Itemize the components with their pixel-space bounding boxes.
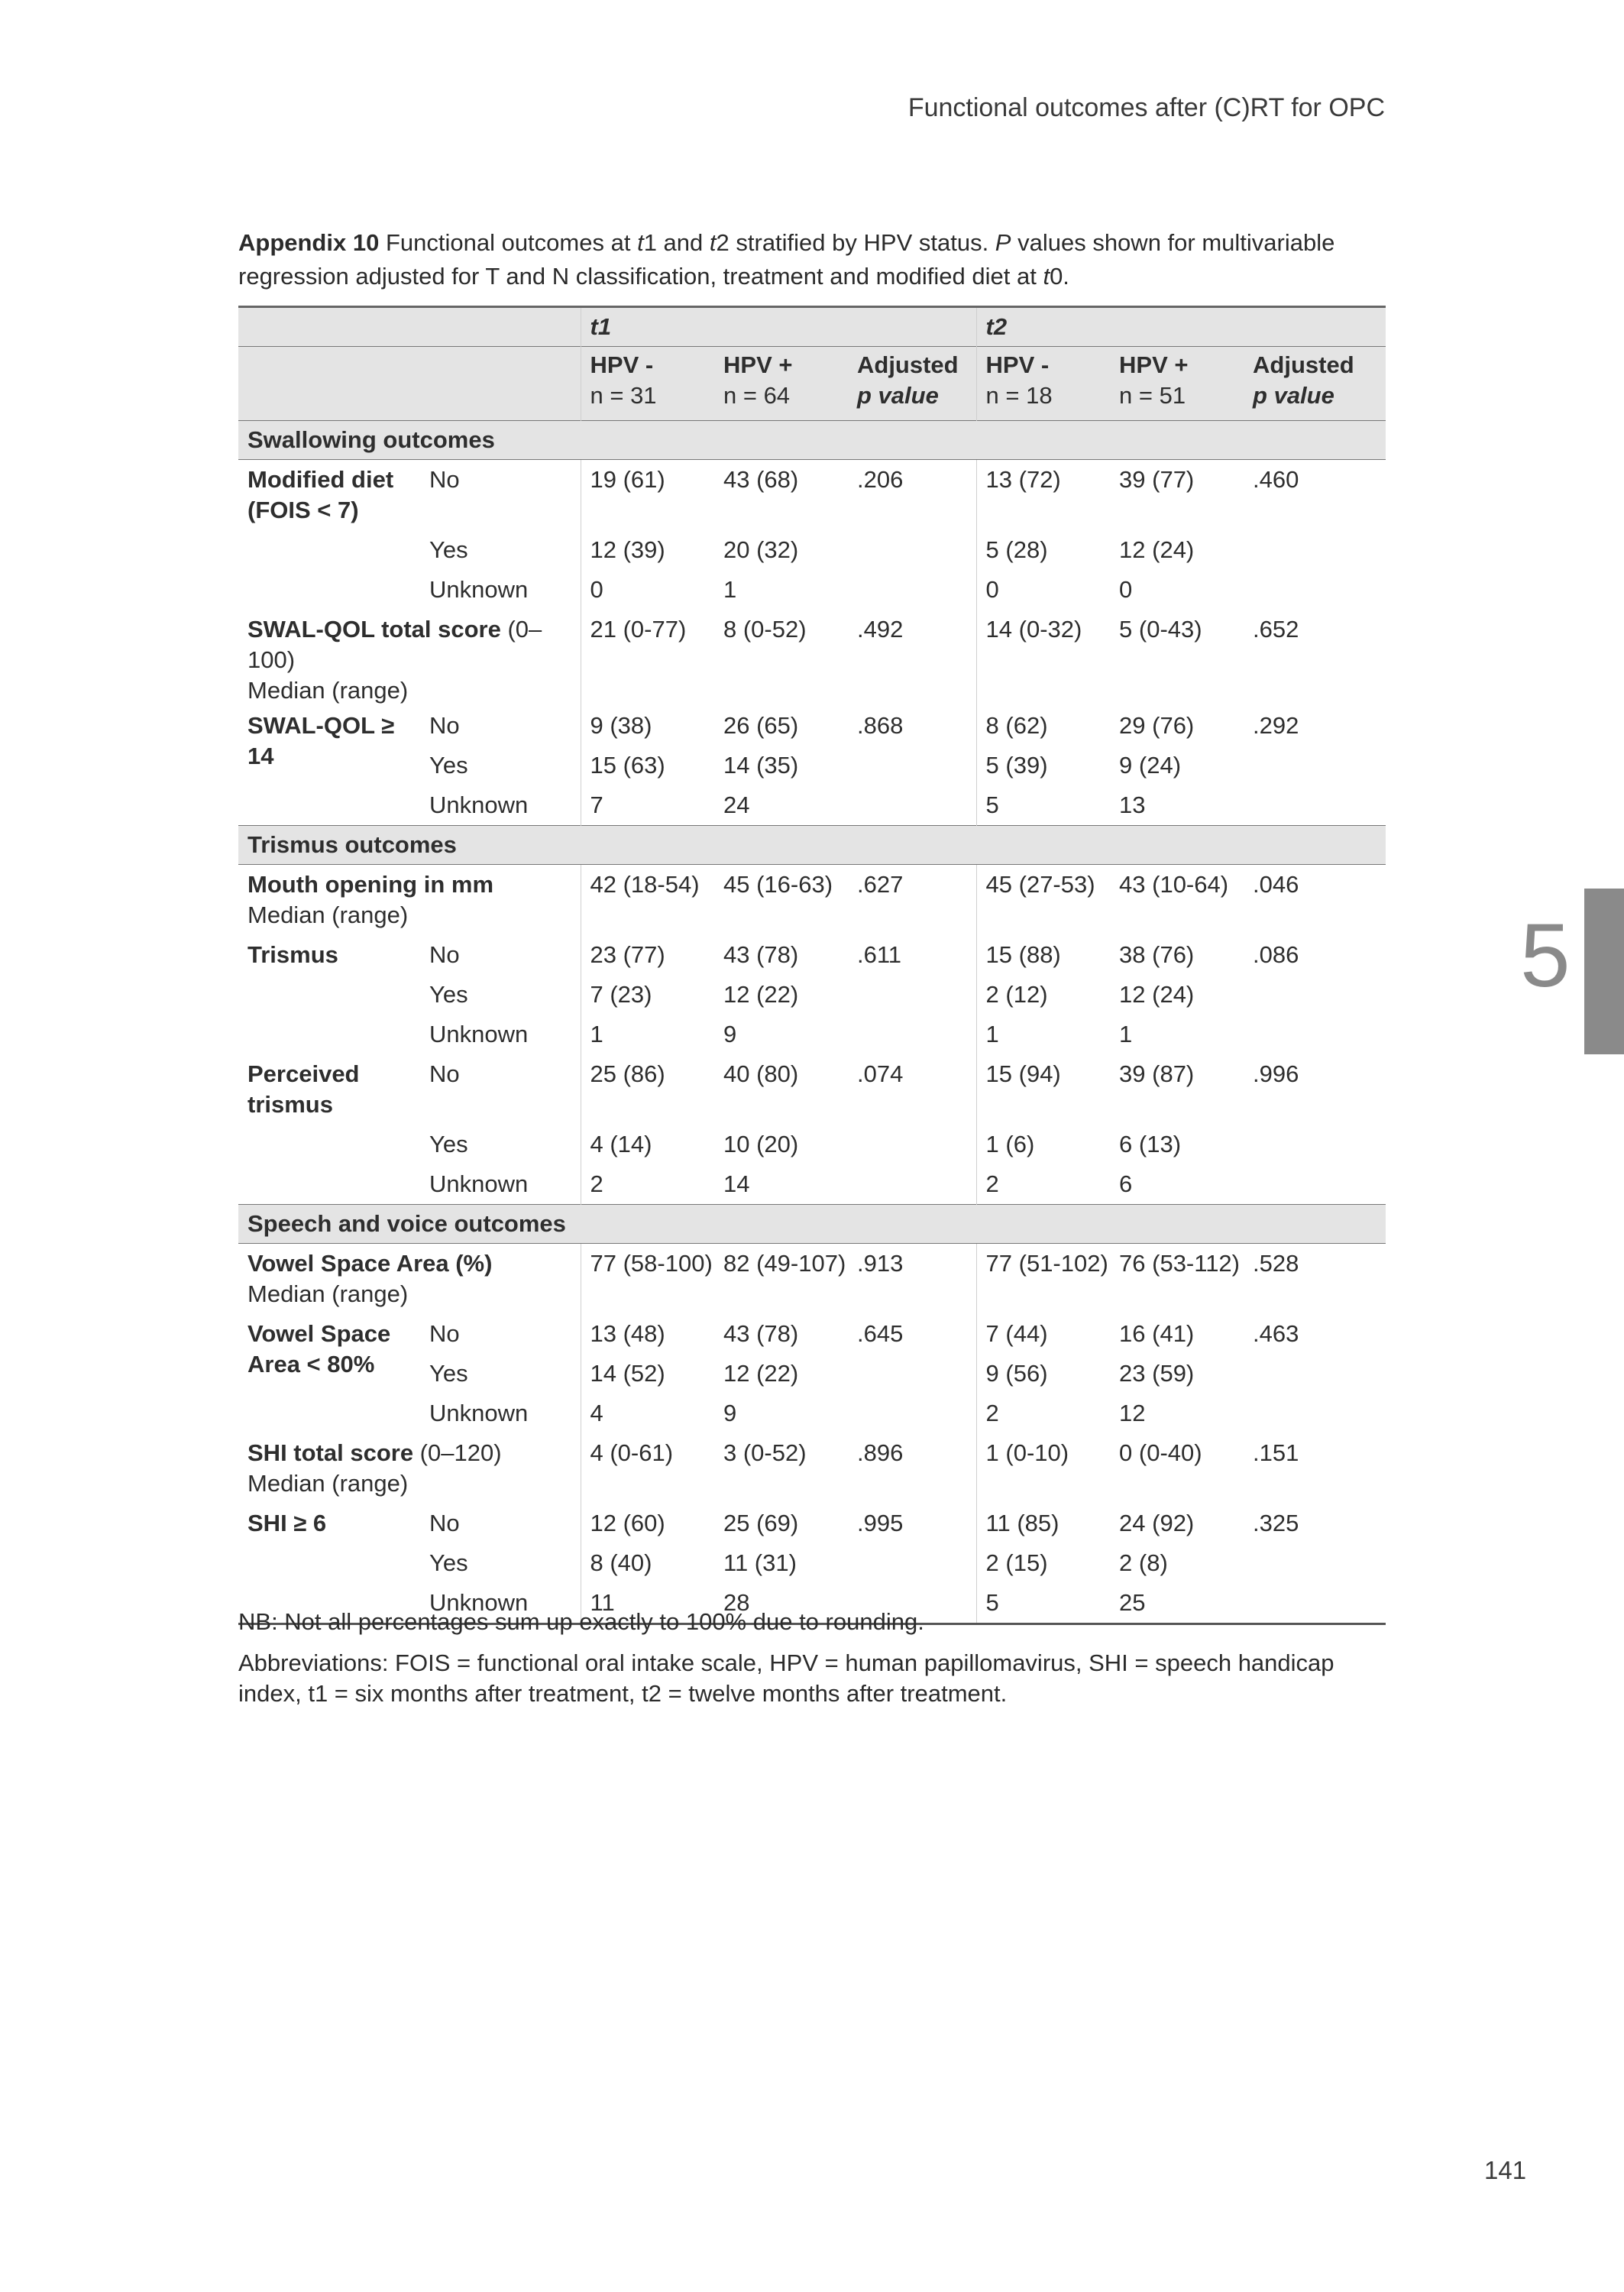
header-timepoints-row — [238, 307, 1386, 347]
table-cell: 25 (86) — [581, 1054, 714, 1125]
table-cell: 77 (58-100) — [581, 1244, 714, 1315]
table-cell: Unknown — [429, 1170, 529, 1197]
table-row — [238, 1314, 1386, 1354]
row-label: Trismus — [247, 941, 338, 968]
table-cell: 9 (24) — [1119, 752, 1182, 779]
table-cell: 1 — [976, 1015, 1110, 1054]
table-cell — [848, 746, 976, 785]
table-cell: No — [429, 466, 460, 493]
table-cell: .528 — [1253, 1250, 1299, 1277]
row-label: Vowel Space Area < 80% — [247, 1320, 391, 1377]
row-label: SHI ≥ 6 — [247, 1510, 327, 1536]
table-cell: 13 — [1119, 792, 1146, 818]
table-cell: 43 (78) — [723, 941, 799, 968]
table-cell: No — [429, 1320, 460, 1347]
table-cell — [238, 785, 420, 826]
section-swallowing: Swallowing outcomes — [238, 421, 1386, 460]
table-cell: 76 (53-112) — [1119, 1250, 1240, 1277]
table-cell: .645 — [857, 1320, 904, 1347]
table-row — [238, 570, 1386, 610]
table-cell: 13 (48) — [581, 1314, 714, 1354]
caption-text: and — [656, 229, 710, 256]
caption-t0-num: 0. — [1050, 263, 1069, 290]
table-notes — [238, 1607, 1386, 1720]
table-cell: No — [429, 712, 460, 739]
table-cell: 40 (80) — [723, 1060, 799, 1087]
section-trismus: Trismus outcomes — [238, 826, 1386, 865]
caption-text: values shown for multivariable regression adjusted for T and N classification, treatment and modified diet at — [238, 229, 1335, 290]
table-cell — [238, 1543, 420, 1583]
table-cell: 43 (78) — [723, 1320, 799, 1347]
table-cell: 5 — [976, 1583, 1110, 1624]
section-row — [238, 826, 1386, 865]
caption-label: Appendix 10 — [238, 229, 380, 256]
table-cell: .652 — [1253, 616, 1299, 643]
table-cell — [1244, 1164, 1386, 1205]
table-cell: Unknown — [429, 1021, 529, 1047]
table-cell: 15 (63) — [581, 746, 714, 785]
table-cell — [238, 570, 420, 610]
table-cell: .868 — [857, 712, 904, 739]
table-cell: 5 (0-43) — [1119, 616, 1202, 643]
table-cell: 0 — [581, 570, 714, 610]
table-row — [238, 530, 1386, 570]
table-cell: 77 (51-102) — [976, 1244, 1110, 1315]
chapter-tab — [1584, 889, 1624, 1054]
table-row — [238, 865, 1386, 936]
table-cell: Yes — [429, 536, 468, 563]
table-cell: 12 (39) — [581, 530, 714, 570]
running-head: Functional outcomes after (C)RT for OPC — [907, 93, 1385, 122]
table-cell: 8 (0-52) — [723, 616, 807, 643]
table-cell: 21 (0-77) — [581, 610, 714, 706]
table-cell: .292 — [1253, 712, 1299, 739]
table-cell: 12 (24) — [1119, 536, 1195, 563]
section-row — [238, 421, 1386, 460]
header-col: HPV - n = 31 — [581, 347, 714, 421]
row-label: Modified diet (FOIS < 7) — [247, 466, 394, 523]
table-cell: .995 — [857, 1510, 904, 1536]
caption-t1-num: 1 — [643, 229, 657, 256]
table-cell — [848, 1015, 976, 1054]
table-cell: 15 (88) — [976, 935, 1110, 975]
header-col: HPV + n = 51 — [1110, 347, 1244, 421]
table-cell: Yes — [429, 752, 468, 779]
table-cell: 28 — [714, 1583, 848, 1624]
table-cell: No — [429, 1510, 460, 1536]
table-cell: 8 (62) — [976, 706, 1110, 746]
table-cell: 14 (0-32) — [976, 610, 1110, 706]
table-cell: 10 (20) — [723, 1131, 799, 1157]
table-cell — [848, 975, 976, 1015]
table-row — [238, 935, 1386, 975]
table-cell — [238, 1015, 420, 1054]
table-cell: 3 (0-52) — [723, 1439, 807, 1466]
table-cell: 9 — [723, 1021, 737, 1047]
table-cell — [238, 975, 420, 1015]
table-cell: 4 (0-61) — [581, 1433, 714, 1504]
table-cell: No — [429, 1060, 460, 1087]
table-cell: 25 — [1110, 1583, 1244, 1624]
table-cell: 2 — [976, 1164, 1110, 1205]
table-cell: 11 — [581, 1583, 714, 1624]
table-cell: 39 (77) — [1119, 466, 1195, 493]
table-cell: 7 — [581, 785, 714, 826]
table-cell: 12 (24) — [1119, 981, 1195, 1008]
table-cell: 1 — [1119, 1021, 1133, 1047]
table-cell: .913 — [857, 1250, 904, 1277]
table-cell: 82 (49-107) — [723, 1250, 846, 1277]
table-cell: 0 (0-40) — [1119, 1439, 1202, 1466]
row-label: SWAL-QOL total score (0–100) Median (range) — [247, 616, 542, 704]
table-cell — [238, 1394, 420, 1433]
table-cell — [1244, 530, 1386, 570]
table-row — [238, 1244, 1386, 1315]
note-abbreviations: Abbreviations: FOIS = functional oral intake scale, HPV = human papillomavirus, SHI = speech handicap index, t1 = six months after treatment, t2 = twelve months after treatment. — [238, 1649, 1334, 1707]
table-cell — [1244, 746, 1386, 785]
table-cell — [848, 1354, 976, 1394]
table-cell: .206 — [857, 466, 904, 493]
table-row — [238, 610, 1386, 706]
table-cell: .463 — [1253, 1320, 1299, 1347]
table-row — [238, 1164, 1386, 1205]
table-cell — [238, 530, 420, 570]
table-cell: 1 (0-10) — [976, 1433, 1110, 1504]
table-cell: No — [429, 941, 460, 968]
chapter-number: 5 — [1520, 905, 1571, 1006]
header-t1: t1 — [581, 307, 976, 347]
table-cell — [848, 1164, 976, 1205]
table-cell: 24 — [723, 792, 750, 818]
table-cell — [848, 785, 976, 826]
table-cell: 12 — [1119, 1400, 1146, 1426]
table-cell: 4 — [581, 1394, 714, 1433]
header-t2: t2 — [976, 307, 1386, 347]
table-row — [238, 785, 1386, 826]
table-cell: 12 (22) — [723, 1360, 799, 1387]
table-cell: .492 — [857, 616, 904, 643]
table-cell: Unknown — [420, 1583, 581, 1624]
table-cell: 5 (28) — [976, 530, 1110, 570]
note-nb: NB: Not all percentages sum up exactly to 100% due to rounding. — [238, 1608, 924, 1635]
table-cell: .325 — [1253, 1510, 1299, 1536]
table-row — [238, 975, 1386, 1015]
table-cell: 12 (60) — [581, 1504, 714, 1543]
table-cell — [848, 1543, 976, 1583]
table-cell: 38 (76) — [1119, 941, 1195, 968]
table-cell: 12 (22) — [723, 981, 799, 1008]
table-cell: 6 (13) — [1119, 1131, 1182, 1157]
table-cell: .611 — [857, 941, 902, 968]
row-label: Perceived trismus — [247, 1060, 360, 1118]
row-label: SHI total score (0–120) Median (range) — [247, 1439, 502, 1497]
table-cell — [1244, 785, 1386, 826]
table-cell — [1244, 1394, 1386, 1433]
table-cell: .086 — [1253, 941, 1299, 968]
caption-text: Functional outcomes at — [379, 229, 638, 256]
outcomes-table — [238, 306, 1386, 1625]
table-cell — [1244, 1015, 1386, 1054]
table-cell: 8 (40) — [581, 1543, 714, 1583]
table-cell: 2 (15) — [976, 1543, 1110, 1583]
table-cell: 43 (68) — [723, 466, 799, 493]
table-cell: 20 (32) — [723, 536, 799, 563]
table-cell: 2 — [976, 1394, 1110, 1433]
table-cell: .151 — [1253, 1439, 1299, 1466]
table-cell: 5 (39) — [976, 746, 1110, 785]
table-cell — [848, 570, 976, 610]
table-cell: .074 — [857, 1060, 904, 1087]
caption-p: P — [995, 229, 1011, 256]
table-cell: 4 (14) — [581, 1125, 714, 1164]
table-cell: 39 (87) — [1119, 1060, 1195, 1087]
header-groups-row — [238, 347, 1386, 421]
table-cell: Yes — [429, 1549, 468, 1576]
caption-t0: t — [1043, 263, 1050, 290]
header-blank — [238, 347, 581, 421]
table-cell: .896 — [857, 1439, 904, 1466]
table-row — [238, 706, 1386, 746]
table-cell — [848, 1125, 976, 1164]
table-cell: 45 (27-53) — [976, 865, 1110, 936]
table-cell: .996 — [1253, 1060, 1299, 1087]
table-cell — [238, 1125, 420, 1164]
table-cell: 7 (44) — [976, 1314, 1110, 1354]
table-cell: 5 — [976, 785, 1110, 826]
table-cell: Unknown — [429, 792, 529, 818]
header-col: Adjusted p value — [848, 347, 976, 421]
row-label: Vowel Space Area (%) Median (range) — [247, 1250, 493, 1307]
table-cell: 26 (65) — [723, 712, 799, 739]
table-cell: 24 (92) — [1119, 1510, 1195, 1536]
table-cell: Yes — [429, 1360, 468, 1387]
table-cell: 11 (31) — [723, 1549, 797, 1576]
header-col: Adjusted p value — [1244, 347, 1386, 421]
table-row — [238, 1433, 1386, 1504]
table-row — [238, 1504, 1386, 1543]
table-cell: 19 (61) — [581, 460, 714, 531]
header-col: HPV - n = 18 — [976, 347, 1110, 421]
table-cell: .460 — [1253, 466, 1299, 493]
table-cell — [1244, 1354, 1386, 1394]
section-row — [238, 1205, 1386, 1244]
table-row — [238, 460, 1386, 531]
table-cell: 2 (12) — [976, 975, 1110, 1015]
table-cell: 1 — [723, 576, 737, 603]
table-cell — [1244, 975, 1386, 1015]
table-cell: 9 (38) — [581, 706, 714, 746]
table-cell: 23 (59) — [1119, 1360, 1195, 1387]
row-label: SWAL-QOL ≥ 14 — [247, 712, 395, 769]
table-cell — [238, 1164, 420, 1205]
table-row — [238, 1543, 1386, 1583]
table-cell: 0 — [976, 570, 1110, 610]
table-cell — [1244, 570, 1386, 610]
table-row — [238, 1015, 1386, 1054]
table-cell: 45 (16-63) — [723, 871, 833, 898]
table-cell: 13 (72) — [976, 460, 1110, 531]
table-cell: 0 — [1119, 576, 1133, 603]
table-cell: 25 (69) — [723, 1510, 799, 1536]
table-cell: 2 — [581, 1164, 714, 1205]
table-cell: 14 — [723, 1170, 750, 1197]
table-cell: .046 — [1253, 871, 1299, 898]
table-cell: 7 (23) — [581, 975, 714, 1015]
table-cell: 11 (85) — [976, 1504, 1110, 1543]
table-cell: 43 (10-64) — [1119, 871, 1229, 898]
table-cell: Yes — [429, 981, 468, 1008]
table-cell: 14 (52) — [581, 1354, 714, 1394]
table-cell: 16 (41) — [1119, 1320, 1195, 1347]
caption-t1: t — [637, 229, 644, 256]
header-col: HPV + n = 64 — [714, 347, 848, 421]
caption-t2: t — [709, 229, 717, 256]
table-cell: 6 — [1119, 1170, 1133, 1197]
table-cell — [1244, 1125, 1386, 1164]
table-row — [238, 1394, 1386, 1433]
caption-t2-num: 2 — [716, 229, 730, 256]
table-cell: Yes — [429, 1131, 468, 1157]
table-cell: 23 (77) — [581, 935, 714, 975]
section-speech: Speech and voice outcomes — [238, 1205, 1386, 1244]
table-cell: Unknown — [429, 576, 529, 603]
header-blank — [238, 307, 581, 347]
table-cell: 14 (35) — [723, 752, 799, 779]
table-cell: 2 (8) — [1119, 1549, 1168, 1576]
page-number: 141 — [1484, 2156, 1527, 2184]
table-cell — [848, 530, 976, 570]
table-cell: 15 (94) — [976, 1054, 1110, 1125]
table-cell: Unknown — [429, 1400, 529, 1426]
table-cell: 1 — [581, 1015, 714, 1054]
table-row — [238, 1054, 1386, 1125]
caption-text: stratified by HPV status. — [729, 229, 995, 256]
table-cell — [1244, 1543, 1386, 1583]
row-label: Mouth opening in mm Median (range) — [247, 871, 494, 928]
table-caption — [238, 226, 1386, 293]
table-row — [238, 1125, 1386, 1164]
table-cell: 9 (56) — [976, 1354, 1110, 1394]
table-cell: 42 (18-54) — [581, 865, 714, 936]
table-cell: 9 — [723, 1400, 737, 1426]
table-cell: .627 — [857, 871, 904, 898]
table-cell — [848, 1394, 976, 1433]
table-cell: 1 (6) — [976, 1125, 1110, 1164]
table-cell: 29 (76) — [1119, 712, 1195, 739]
